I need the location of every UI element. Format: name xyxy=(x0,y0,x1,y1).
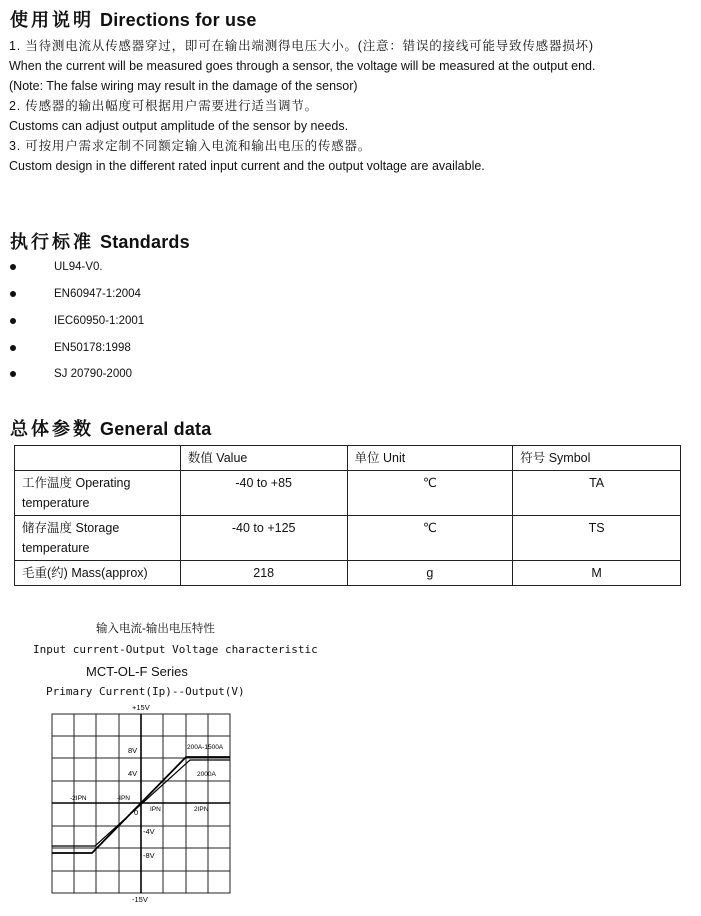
symbol-cell: TA xyxy=(513,471,681,516)
symbol-cell: TS xyxy=(513,516,681,561)
label-x1: IPN xyxy=(150,806,161,813)
table-header-cell: 符号 Symbol xyxy=(513,446,681,471)
chart-title-en: Input current-Output Voltage characteristic xyxy=(33,643,318,656)
directions-line-4: 2. 传感器的输出幅度可根据用户需要进行适当调节。 xyxy=(9,99,318,113)
general-heading-cn: 总体参数 xyxy=(10,419,94,439)
directions-heading-en: Directions for use xyxy=(100,10,257,30)
chart-series: MCT-OL-F Series xyxy=(86,664,188,679)
unit-cell: g xyxy=(347,561,513,586)
label-top: +15V xyxy=(132,703,150,712)
label-sat-lo: 2000A xyxy=(197,771,216,778)
label-y8: 8V xyxy=(128,746,138,755)
label-yn8: -8V xyxy=(143,851,155,860)
chart-title-cn: 输入电流-输出电压特性 xyxy=(96,623,215,635)
label-yn4: -4V xyxy=(143,827,155,836)
param-en: Operating xyxy=(75,476,131,490)
unit-cell: ℃ xyxy=(347,516,513,561)
value-cell: -40 to +125 xyxy=(180,516,347,561)
unit-cell: ℃ xyxy=(347,471,513,516)
param-cn: 工作温度 xyxy=(22,476,73,490)
directions-line-3: (Note: The false wiring may result in the damage of the sensor) xyxy=(9,79,358,93)
directions-line-7: Custom design in the different rated input current and the output voltage are available. xyxy=(9,159,485,173)
param-cn: 储存温度 xyxy=(22,521,73,535)
standard-item-label: UL94-V0. xyxy=(54,261,103,273)
standard-item-label: IEC60950-1:2001 xyxy=(54,315,145,327)
param-en: Mass(approx) xyxy=(71,566,148,580)
directions-line-2: When the current will be measured goes through a sensor, the voltage will be measured at the output end. xyxy=(9,59,596,73)
param-en: Storage xyxy=(75,521,120,535)
label-y4: 4V xyxy=(128,769,138,778)
label-bottom: -15V xyxy=(132,895,148,904)
table-header-cell: 数值 Value xyxy=(180,446,347,471)
directions-heading-cn: 使用说明 xyxy=(10,10,94,30)
standards-heading-en: Standards xyxy=(100,232,190,252)
general-heading-en: General data xyxy=(100,419,212,439)
label-xn1: -IPN xyxy=(117,795,130,802)
standard-item-label: SJ 20790-2000 xyxy=(54,368,133,380)
table-header-cell: 单位 Unit xyxy=(347,446,513,471)
symbol-cell: M xyxy=(513,561,681,586)
chart-axis-title: Primary Current(Ip)--Output(V) xyxy=(46,685,245,698)
param-cn: 毛重(约) xyxy=(22,566,68,580)
param-en2: temperature xyxy=(22,496,90,510)
value-cell: -40 to +85 xyxy=(180,471,347,516)
standard-item-label: EN50178:1998 xyxy=(54,342,131,354)
directions-line-1: 1. 当待测电流从传感器穿过，即可在输出端测得电压大小。(注意：错误的接线可能导致传感器损坏) xyxy=(9,39,594,53)
value-cell: 218 xyxy=(180,561,347,586)
standard-item-label: EN60947-1:2004 xyxy=(54,288,141,300)
param-en2: temperature xyxy=(22,541,90,555)
label-xn2: -2IPN xyxy=(70,795,87,802)
label-zero: 0 xyxy=(134,808,139,817)
directions-line-5: Customs can adjust output amplitude of the sensor by needs. xyxy=(9,119,349,133)
directions-line-6: 3. 可按用户需求定制不同额定输入电流和输出电压的传感器。 xyxy=(9,139,372,153)
standards-heading-cn: 执行标准 xyxy=(10,232,94,252)
label-sat-hi: 200A-1500A xyxy=(187,744,224,751)
label-x2: 2IPN xyxy=(194,806,209,813)
